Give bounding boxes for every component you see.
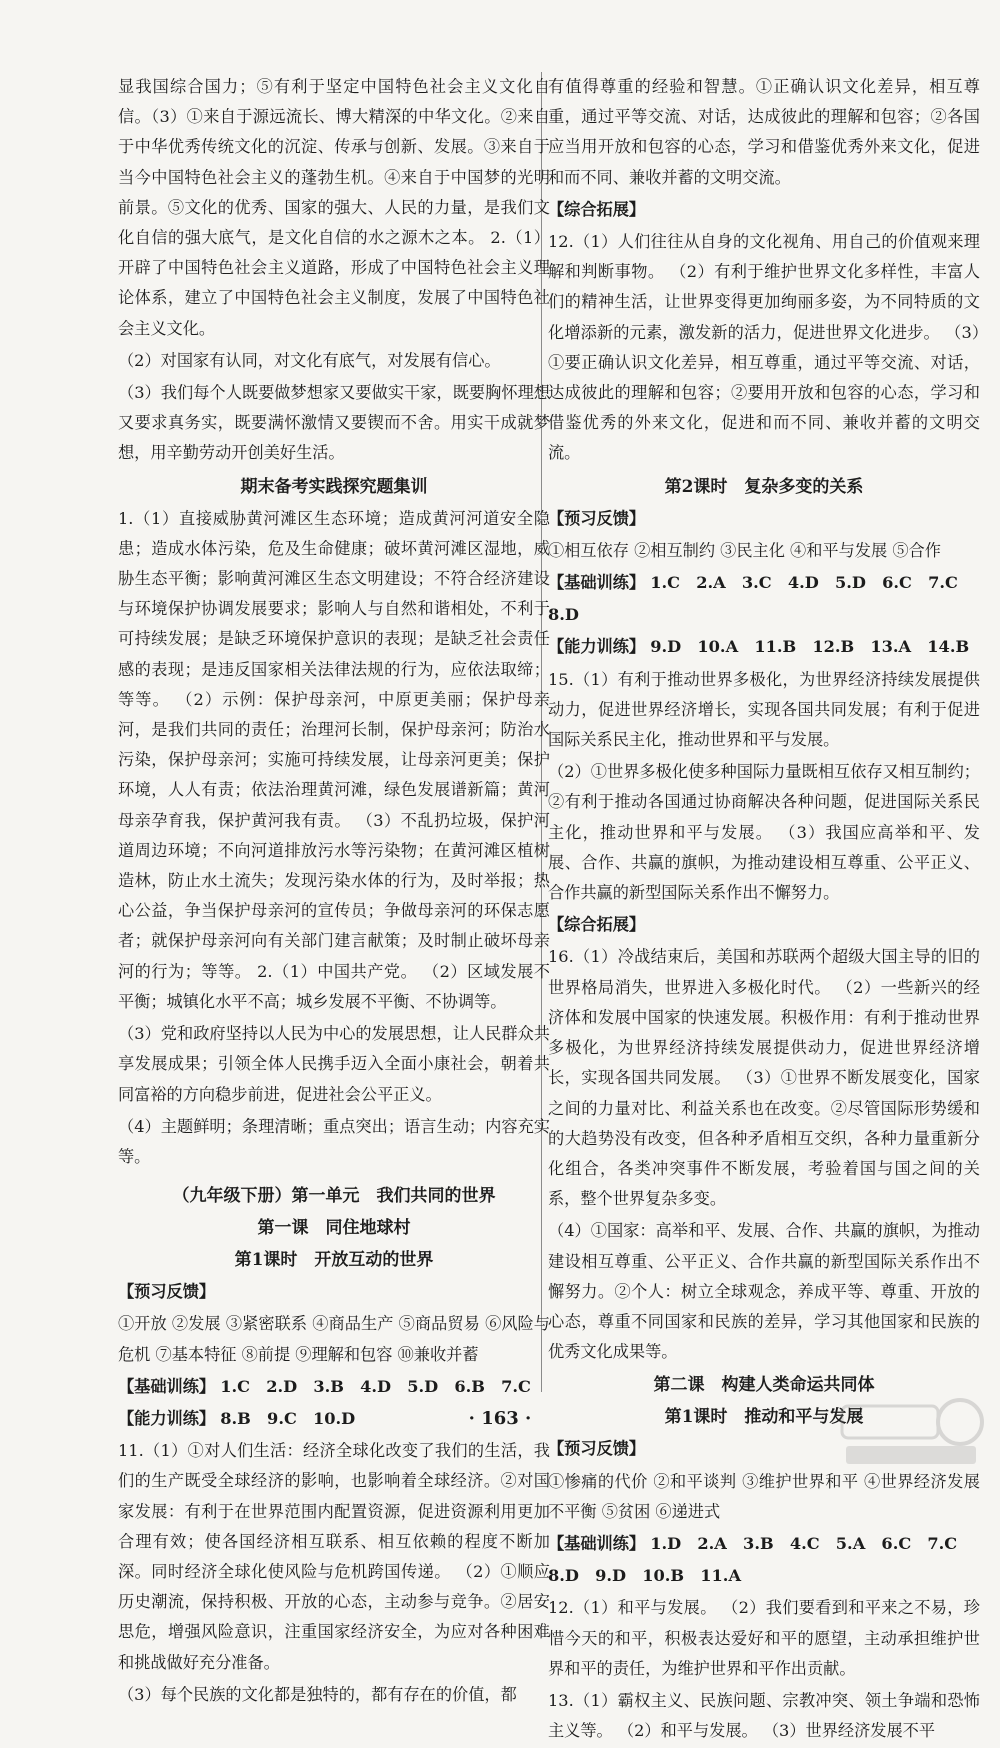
paragraph: 1.（1）直接威胁黄河滩区生态环境；造成黄河河道安全隐患；造成水体污染，危及生命健康；破坏黄河滩区湿地，威胁生态平衡；影响黄河滩区生态文明建设；不符合经济建设与环境保护协调发展要求；影响人与自然和谐相处，不利于可持续发展；是缺乏环境保护意识的表现；是缺乏社会责任感的表现；是违反国家相关法律法规的行为，应依法取缔；等等。 （2）示例：保护母亲河，中原更美丽；保护母亲河，是我们共同的责任；治理河长制，保护母亲河；防治水污染，保护母亲河；实施可持续发展，让母亲河更美；保护环境，人人有责；依法治理黄河滩，绿色发展谱新篇；黄河母亲孕育我，保护黄河我有责。 （3）不乱扔垃圾，保护河道周边环境；不向河道排放污水等污染物；在黄河滩区植树造林，防止水土流失；发现污染水体的行为，及时举报；热心公益，争当保护母亲河的宣传员；争做母亲河的环保志愿者；就保护母亲河向有关部门建言献策；及时制止破坏母亲河的行为；等等。 2.（1）中国共产党。 （2）区域发展不平衡；城镇化水平不高；城乡发展不平衡、不协调等。	[118, 508, 550, 1011]
page-number: · 163 ·	[468, 1408, 532, 1429]
answer-line	[548, 1561, 980, 1591]
answer-list: 8.D	[548, 605, 579, 625]
answer-line	[548, 1529, 980, 1559]
answer-list: 9.D 10.A 11.B 12.B 13.A 14.B	[650, 637, 970, 657]
section-tag: 【能力训练】	[548, 637, 646, 657]
section-tag: 【预习反馈】	[548, 1439, 646, 1459]
paragraph: 显我国综合国力；⑤有利于坚定中国特色社会主义文化自信。（3）①来自于源远流长、博大精深的中华文化。②来自于中华优秀传统文化的沉淀、传承与创新、发展。③来自于当今中国特色社会主义的蓬勃生机。④来自于中国梦的光明前景。⑤文化的优秀、国家的强大、人民的力量，是我们文化自信的强大底气，是文化自信的水之源木之本。 2.（1）开辟了中国特色社会主义道路，形成了中国特色社会主义理论体系，建立了中国特色社会主义制度，发展了中国特色社会主义文化。	[118, 77, 550, 338]
answer-list: 1.C 2.A 3.C 4.D 5.D 6.C 7.C	[650, 573, 958, 593]
paragraph: （3）我们每个人既要做梦想家又要做实干家，既要胸怀理想又要求真务实，既要满怀激情又要锲而不舍。用实干成就梦想，用辛勤劳动开创美好生活。	[118, 383, 550, 463]
lesson-heading: 第二课 构建人类命运共同体	[653, 1375, 875, 1396]
paragraph: （3）每个民族的文化都是独特的，都有存在的价值，都	[118, 1684, 517, 1704]
paragraph: 16.（1）冷战结束后，美国和苏联两个超级大国主导的旧的世界格局消失，世界进入多极化时代。 （2）一些新兴的经济体和发展中国家的快速发展。积极作用：有利于推动世界多极化，为世界经济持续发展提供动力，促进世界经济增长，实现各国共同发展。 （3）①世界不断发展变化，国家之间的力量对比、利益关系也在改变。②尽管国际形势缓和的大趋势没有改变，但各种矛盾相互交织，各种力量重新分化组合，各类冲突事件不断发展，考验着国与国之间的关系，整个世界复杂多变。	[548, 947, 980, 1209]
right-column	[548, 72, 980, 1748]
paragraph: （4）主题鲜明；条理清晰；重点突出；语言生动；内容充实等。	[118, 1116, 550, 1166]
answer-list: 1.C 2.D 3.B 4.D 5.D 6.B 7.C	[220, 1376, 531, 1396]
section-tag: 【综合拓展】	[548, 199, 646, 219]
answer-list: 8.B 9.C 10.D	[220, 1408, 356, 1428]
paragraph: ①相互依存 ②相互制约 ③民主化 ④和平与发展 ⑤合作	[548, 540, 941, 560]
paragraph: 有值得尊重的经验和智慧。①正确认识文化差异，相互尊重，通过平等交流、对话，达成彼此的理解和包容；②各国应当用开放和包容的心态，学习和借鉴优秀外来文化，促进和而不同、兼收并蓄的文明交流。	[548, 77, 980, 187]
answer-line	[548, 600, 980, 630]
paragraph: 11.（1）①对人们生活：经济全球化改变了我们的生活，我们的生产既受全球经济的影响，也影响着全球经济。②对国家发展：有利于在世界范围内配置资源，促进资源利用更加合理有效；使各国经济相互联系、相互依赖的程度不断加深。同时经济全球化使风险与危机跨国传递。 （2）①顺应历史潮流，保持积极、开放的心态，主动参与竞争。②居安思危，增强风险意识，注重国家经济安全，为应对各种困难和挑战做好充分准备。	[118, 1441, 550, 1672]
lesson-heading: 第一课 同住地球村	[257, 1218, 411, 1239]
section-tag: 【预习反馈】	[548, 508, 646, 528]
paragraph: 15.（1）有利于推动世界多极化，为世界经济持续发展提供动力，促进世界经济增长，实现各国共同发展；有利于促进国际关系民主化，推动世界和平与发展。	[548, 669, 980, 750]
paragraph: 12.（1）人们往往从自身的文化视角、用自己的价值观来理解和判断事物。 （2）有利于维护世界文化多样性，丰富人们的精神生活，让世界变得更加绚丽多姿，为不同特质的文化增添新的元素，激发新的活力，促进世界文化进步。 （3）①要正确认识文化差异，相互尊重，通过平等交流、对话，达成彼此的理解和包容；②要用开放和包容的心态，学习和借鉴优秀的外来文化，促进和而不同、兼收并蓄的文明交流。	[548, 232, 980, 463]
section-tag: 【基础训练】	[548, 573, 646, 593]
left-column	[118, 72, 550, 1712]
answer-line	[118, 1372, 550, 1402]
unit-heading: （九年级下册）第一单元 我们共同的世界	[172, 1186, 496, 1207]
section-heading: 期末备考实践探究题集训	[240, 476, 428, 497]
answer-line	[548, 632, 980, 662]
answer-line	[548, 568, 980, 598]
section-tag: 【综合拓展】	[548, 915, 646, 935]
paragraph: ①开放 ②发展 ③紧密联系 ④商品生产 ⑤商品贸易 ⑥风险与危机 ⑦基本特征 ⑧前提 ⑨理解和包容 ⑩兼收并蓄	[118, 1314, 550, 1364]
paragraph: 13.（1）霸权主义、民族问题、宗教冲突、领土争端和恐怖主义等。 （2）和平与发展。 （3）世界经济发展不平	[548, 1690, 980, 1741]
section-tag: 【基础训练】	[118, 1376, 216, 1396]
watermark-logo	[836, 1396, 986, 1468]
paragraph: （4）①国家：高举和平、发展、合作、共赢的旗帜，为推动建设相互尊重、公平正义、合作共赢的新型国际关系作出不懈努力。②个人：树立全球观念，养成平等、尊重、开放的心态，尊重不同国家和民族的差异，学习其他国家和民族的优秀文化成果等。	[548, 1221, 980, 1362]
watermark-icon	[836, 1396, 986, 1468]
answer-list: 1.D 2.A 3.B 4.C 5.A 6.C 7.C	[650, 1533, 958, 1553]
period-heading: 第1课时 推动和平与发展	[664, 1407, 864, 1428]
section-tag: 【基础训练】	[548, 1533, 646, 1553]
section-tag: 【能力训练】	[118, 1408, 216, 1428]
period-heading: 第1课时 开放互动的世界	[234, 1250, 434, 1271]
paragraph: ①惨痛的代价 ②和平谈判 ③维护世界和平 ④世界经济发展不平衡 ⑤贫困 ⑥递进式	[548, 1471, 980, 1521]
paragraph: （2）①世界多极化使多种国际力量既相互依存又相互制约；②有利于推动各国通过协商解决各种问题，促进国际关系民主化，推动世界和平与发展。 （3）我国应高举和平、发展、合作、共赢的旗帜，为推动建设相互尊重、公平正义、合作共赢的新型国际关系作出不懈努力。	[548, 762, 980, 903]
paragraph: （3）党和政府坚持以人民为中心的发展思想，让人民群众共享发展成果；引领全体人民携手迈入全面小康社会，朝着共同富裕的方向稳步前进，促进社会公平正义。	[118, 1024, 550, 1104]
section-tag: 【预习反馈】	[118, 1282, 216, 1302]
paragraph: 12.（1）和平与发展。 （2）我们要看到和平来之不易，珍惜今天的和平，积极表达爱好和平的愿望，主动承担维护世界和平的责任，为维护世界和平作出贡献。	[548, 1598, 980, 1678]
paragraph: （2）对国家有认同，对文化有底气，对发展有信心。	[118, 350, 501, 370]
answer-list: 8.D 9.D 10.B 11.A	[548, 1566, 742, 1586]
period-heading: 第2课时 复杂多变的关系	[664, 476, 864, 497]
